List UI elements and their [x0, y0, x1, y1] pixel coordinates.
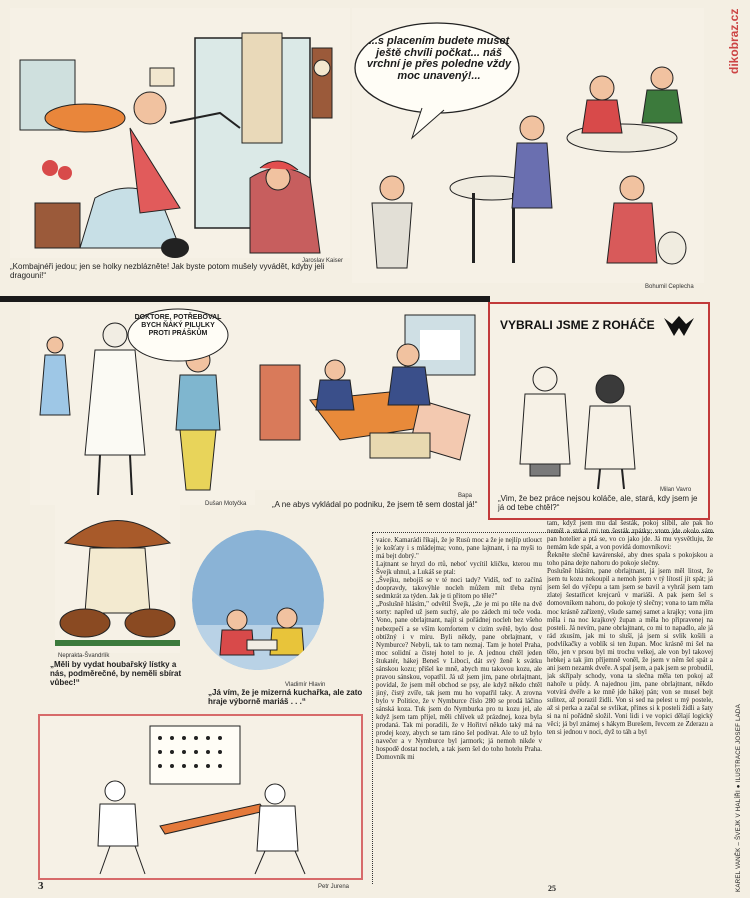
artist-hlavin: Vladimír Hlavin: [285, 682, 326, 688]
artist-nepraktasvandrlik: Neprakta-Švandrlík: [58, 653, 110, 659]
cartoon-nepraktasvandrlik: [55, 503, 180, 653]
cartoon-moticka: [30, 305, 255, 505]
cartoon-vavro: [488, 302, 710, 520]
page-number-left: 3: [38, 880, 44, 892]
cartoon-nepraktasvandrlik-illustration: [55, 503, 180, 653]
cartoon-bapa: [250, 305, 480, 490]
divider-bar: [0, 296, 490, 302]
cartoon-hlavin: [192, 530, 324, 670]
artist-moticka: Dušan Motyčka: [205, 501, 247, 507]
watermark: dikobraz.cz: [727, 8, 741, 74]
cartoon-jurena: [38, 714, 363, 880]
cartoon-kaiser-illustration: [10, 8, 350, 258]
artist-bapa: Bapa: [458, 493, 473, 499]
cartoon-kaiser: [10, 8, 350, 258]
page-number-right: 25: [548, 884, 556, 893]
caption-kaiser: „Kombajnéři jedou; jen se holky nezblázněte! Jak byste potom mušely vyvádět, kdyby jeli dragouni!“: [10, 262, 325, 280]
caption-bapa: „A ne abys vykládal po podniku, že jsem tě sem dostal já!“: [272, 500, 478, 509]
article-column-1: vaice. Kamarádi říkaji, že je Rusů moc a že je nejlíp utlouct je košťaty i s mládejma; vono, pane lajtnant, i na myši to má bejt dobrý." Lajtnant se hryzl do rtů, neboť vycítil kličku, kterou mu Švejk uhnul, a Lukáš se ptal: „Švejku, nebojíš se v té noci tady? Vidíš, teď to začíná doopravdy, takovýhle nocleh můžem mít třeba nyní sedmkrát za týden. Jak je ti přitom po těle?" „Poslušně hlásím," odvětil Švejk, „že je mi po těle na dvě sorty: napřed už jsem suchý, ale po zádech mi teče voda. Vono, pane obrlajtnant, najít si pořádnej nocleh bez všeho nebezpečí a se vším komfortem v cizím světě, bylo dost obtížný i v míru. Byli někdy, pane obrlajtnant, v Nymburce? Nebyli, tak to tam neznaj. Tam je hotel Praha, moc solidní a čistej hotel to je. A jednou chtěl jeden štukatér, hákej Beneš v Libocí, dát svý ženě k svátku sánskou kozu; přišel ke mně, abych mu takovou kozu, ale pravou sánskou, vopatřil. Já už jsem jim, pane obrlajtnant, povídal, že jsem měl obchod se psy, ale když někdo chtěl jiný, čistý zvíře, tak jsem mu ho vopatřil taky. A zrovna bylo v Politice, že v Nymburce číslo 280 se prodá láčino sánská koza. Tuk jsem do Nymburka pro tu kozu jel, ale když jsem tam přijel, měli chlívek už prázdnej, koza byla prodaná. Tak mi poradili, že v Hořitví někdo taký má na prodej kozy, abych se tam ráno šel podívat. Ale to už bylo navečer a v Nymburce byl jarmork; já nemoh nikde v hospodě dostat nocleh, a tak jsem šel do toho hotelu Praha. Domovník mi: [376, 537, 542, 762]
cartoon-bapa-illustration: [250, 305, 480, 490]
artist-ceplecha: Bohumil Ceplecha: [645, 284, 694, 290]
cartoon-ceplecha: [352, 8, 704, 283]
rohac-logo: [662, 314, 696, 340]
artist-kaiser: Jaroslav Kaiser: [302, 258, 344, 264]
side-credit: KAREL VANĚK – ŠVEJK V HALÍŘI ● ILUSTRACE JOSEF LADA: [735, 704, 742, 892]
cartoon-vavro-illustration: [490, 344, 708, 494]
article-column-2: tam, když jsem mu dal šesták, pokoj slíbil, ale pak ho neměl a strkal mi ten šesták zpátky; vtom jde okolo sám pan hotelier a ptá se, vo co jako jde. Já mu vysvětluju, že nemám kde spát, a von povídá domovníkovi: Řekněte slečně kavárenské, aby dnes spala s pokojskou a toho pána dejte nahoru do pokoje slečny. Poslušně hlásím, pane obrlajtnant, já jsem měl litost, že jsem tu kozu nekoupil a nemoh jsem v tý lítostí jít spát; já jsem šel do výčepu a tam jsem se bavil a vyhrál jsem tam zlatej šestatřicet krejcarů v mariáši. A pak jsem šel s domovníkem nahoru, do pokoje tý slečny; vona to tam měla moc krásně zařízený, všude samej samet a krajky; vona jim měla i na noc krajkový župan a měla ho připravenej na posteli. Já nevím, pane obrlajtnant, co mi to napadlo, ale já rád zkusím, jak mi to sluší, já jsem si svlík košili a podvlíkačky a voblík si ten župan. Moc krásně mi šel na tělo, jen v prsou byl mi trochu velkej, ale von byl takovej hebkej a tak jim příjemně voněl, že jsem v něm šel spát a ani jsem nezamk dveře. A spal jsem, a pak jsem se probudil, jak skřípaly schody, vona ta slečna měla ten pokoj až nahoře u půdy. A najednou jim, pane obrlajtnant, někdo votvírá dvéře a ke mně jde hákej pán; von se musel bejt sulitez, až porazil židli. Von si sed na pelest u mý postele, až si perka a začal se svlíkat, přines si k posteli židli a šaty si na ní pořádně složil. Voni lidi i ve vopici dělají logický věci; já byl známej s hákym Burešem, řevcem ze Zderazu a ten si jednou v noci, dyž to táh a byl: [547, 520, 713, 737]
caption-vavro: „Vim, že bez práce nejsou koláče, ale, stará, kdy jsem je já od tebe chtěl?“: [498, 494, 698, 512]
caption-hlavin: „Já vím, že je mizerná kuchařka, ale zato hraje výborně mariáš . . .“: [208, 688, 363, 706]
bubble-ceplecha: ...s placením budete muset ještě chvíli počkat... náš vrchní je přes poledne vždy moc unavený!...: [366, 35, 512, 82]
cartoon-jurena-illustration: [40, 716, 361, 878]
bubble-moticka: DOKTORE, POTŘEBOVAL BYCH ŇÁKÝ PILULKY PROTI PRÁŠKŮM: [134, 314, 222, 337]
vavro-header: VYBRALI JSME Z ROHÁČE: [500, 318, 655, 332]
cartoon-hlavin-illustration: [192, 530, 324, 670]
caption-nepraktasvandrlik: „Měli by vydat houbařský lístky a nás, podměrečné, by neměli sbírat vůbec!“: [50, 660, 182, 687]
artist-vavro: Milan Vavro: [660, 487, 692, 493]
artist-jurena: Petr Jurena: [318, 884, 350, 890]
